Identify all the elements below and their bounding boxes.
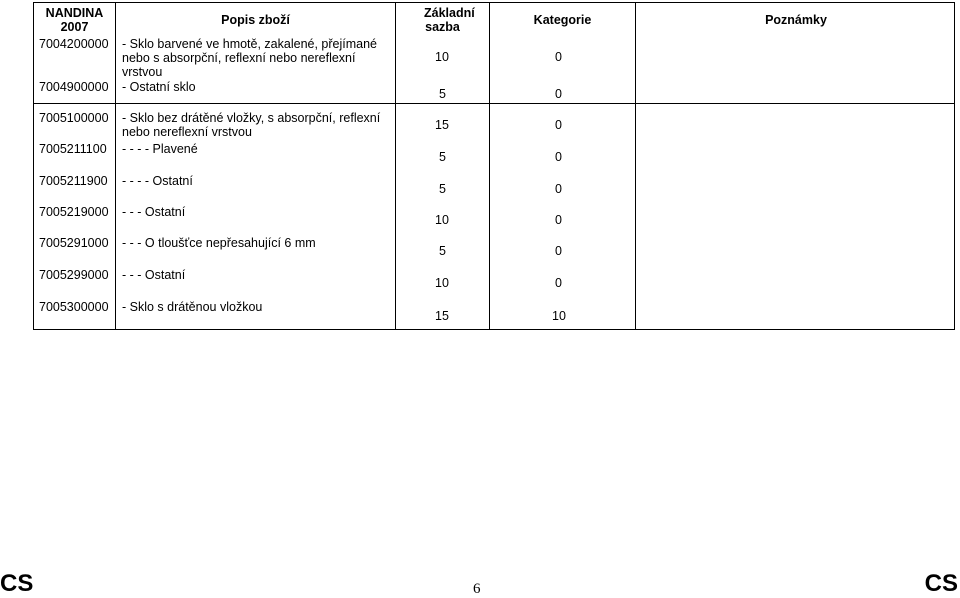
row-description: - Ostatní sklo bbox=[122, 80, 196, 94]
row-rate: 5 bbox=[439, 182, 446, 196]
row-rate: 15 bbox=[435, 118, 449, 132]
row-category: 0 bbox=[555, 213, 562, 227]
col-divider bbox=[635, 3, 636, 329]
row-code: 7005291000 bbox=[39, 236, 109, 250]
row-rate: 5 bbox=[439, 87, 446, 101]
row-code: 7004200000 bbox=[39, 37, 109, 51]
row-code: 7004900000 bbox=[39, 80, 109, 94]
col-divider bbox=[115, 3, 116, 329]
row-description: - - - - Plavené bbox=[122, 142, 198, 156]
row-rate: 10 bbox=[435, 50, 449, 64]
row-category: 0 bbox=[555, 276, 562, 290]
row-description: - - - Ostatní bbox=[122, 268, 186, 282]
page-number: 6 bbox=[473, 581, 481, 597]
row-category: 0 bbox=[555, 244, 562, 258]
row-description: - - - O tloušťce nepřesahující 6 mm bbox=[122, 236, 316, 250]
col-divider bbox=[395, 3, 396, 329]
row-category: 0 bbox=[555, 87, 562, 101]
header-nandina: NANDINA 2007 bbox=[45, 6, 104, 34]
row-code: 7005211100 bbox=[39, 142, 107, 156]
row-description: - Sklo barvené ve hmotě, zakalené, přejímané nebo s absorpční, reflexní nebo nereflexní vrstvou bbox=[122, 37, 377, 79]
row-rate: 5 bbox=[439, 244, 446, 258]
row-code: 7005219000 bbox=[39, 205, 109, 219]
footer-language-right: CS bbox=[924, 570, 958, 597]
row-divider bbox=[34, 103, 954, 104]
row-rate: 10 bbox=[435, 276, 449, 290]
row-description: - Sklo bez drátěné vložky, s absorpční, reflexní nebo nereflexní vrstvou bbox=[122, 111, 381, 139]
row-code: 7005211900 bbox=[39, 174, 108, 188]
row-rate: 15 bbox=[435, 309, 449, 323]
header-kategorie: Kategorie bbox=[533, 13, 592, 27]
row-category: 0 bbox=[555, 182, 562, 196]
row-category: 0 bbox=[555, 50, 562, 64]
row-description: - - - - Ostatní bbox=[122, 174, 193, 188]
row-category: 10 bbox=[552, 309, 566, 323]
row-code: 7005100000 bbox=[39, 111, 109, 125]
row-description: - - - Ostatní bbox=[122, 205, 186, 219]
row-description: - Sklo s drátěnou vložkou bbox=[122, 300, 263, 314]
tariff-table bbox=[33, 2, 955, 330]
row-rate: 10 bbox=[435, 213, 449, 227]
row-category: 0 bbox=[555, 118, 562, 132]
row-code: 7005300000 bbox=[39, 300, 109, 314]
row-category: 0 bbox=[555, 150, 562, 164]
header-popis: Popis zboží bbox=[221, 13, 290, 27]
row-rate: 5 bbox=[439, 150, 446, 164]
row-code: 7005299000 bbox=[39, 268, 109, 282]
col-divider bbox=[489, 3, 490, 329]
header-sazba: Základní sazba bbox=[424, 6, 475, 34]
footer-language-left: CS bbox=[0, 570, 34, 597]
header-poznamky: Poznámky bbox=[765, 13, 827, 27]
